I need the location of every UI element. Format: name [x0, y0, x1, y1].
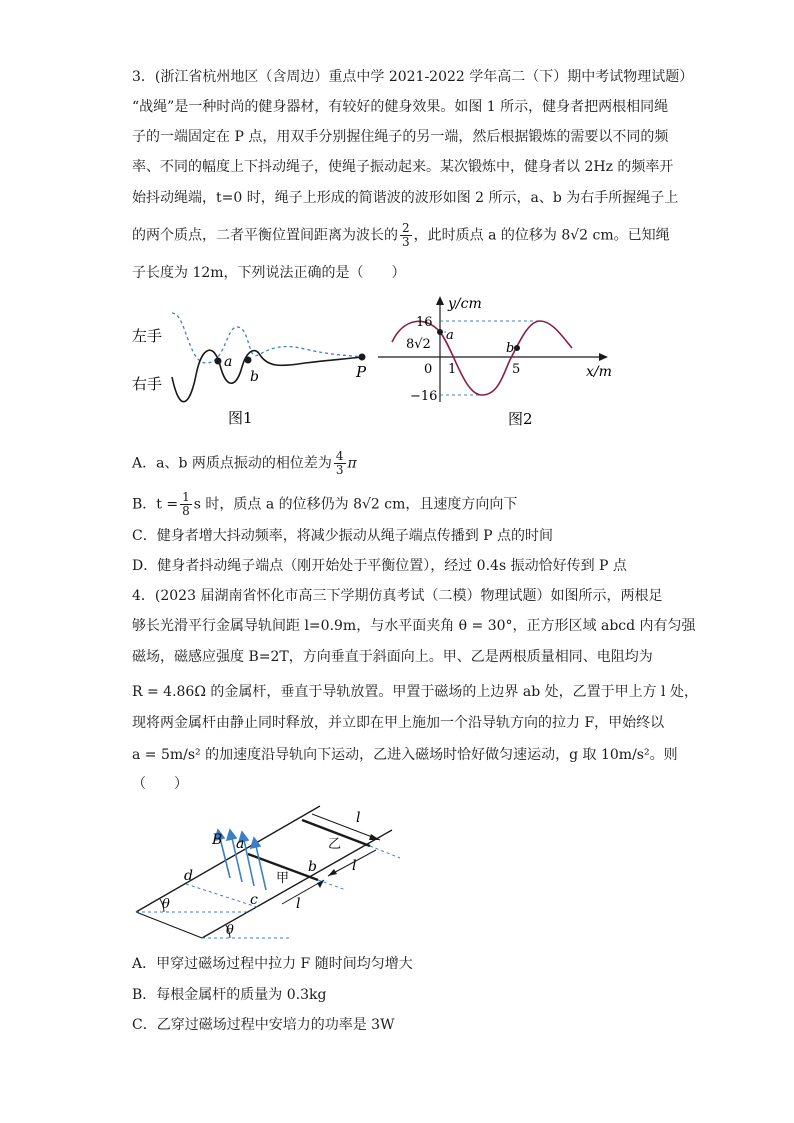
fig2-tick-16: 16 — [416, 315, 433, 330]
fig2-tick-0: 0 — [424, 362, 433, 377]
q4-text-5: 现将两金属杆由静止同时释放，并立即在甲上施加一个沿导轨方向的拉力 F，甲始终以 — [132, 715, 665, 731]
fig2-label-b: b — [506, 341, 515, 356]
label-l-top: l — [356, 810, 361, 826]
fig2-tick-1: 1 — [448, 362, 457, 377]
q3-text-5b: ，此时质点 a 的位移为 8√2 cm。已知绳 — [413, 227, 670, 244]
q4-text-3: 磁场，磁感应强度 B=2T，方向垂直于斜面向上。甲、乙是两根质量相同、电阻均为 — [132, 649, 653, 665]
q3-option-B-text-a: B．t = — [132, 496, 179, 513]
fig1-label-P: P — [356, 363, 367, 381]
field-edge-dc — [186, 884, 260, 908]
q3-option-A[interactable] — [132, 450, 357, 477]
label-d: d — [184, 868, 193, 884]
label-B: B — [212, 832, 223, 848]
q4-header: 4．(2023 届湖南省怀化市高三下学期仿真考试（二模）物理试题）如图所示，两根足 — [132, 588, 663, 604]
fig2-y-axis-arrow — [436, 296, 444, 305]
q3-option-D[interactable]: D．健身者抖动绳子端点（刚开始处于平衡位置），经过 0.4s 振动恰好传到 P 点 — [132, 558, 627, 574]
fig1-label-a: a — [224, 354, 233, 370]
q4-option-A[interactable]: A．甲穿过磁场过程中拉力 F 随时间均匀增大 — [132, 956, 413, 972]
label-yi: 乙 — [328, 837, 342, 852]
label-b: b — [308, 859, 317, 875]
label-a: a — [236, 836, 245, 852]
fig1-right-rope — [172, 350, 362, 401]
fig2-caption: 图2 — [508, 410, 533, 428]
q3-option-B[interactable] — [132, 491, 517, 518]
q4-figure-rails — [130, 800, 410, 945]
q3-text-5a: 的两个质点，二者平衡位置间距离为波长的 — [132, 227, 398, 244]
fig1-point-a — [215, 358, 222, 365]
q4-text-2: 够长光滑平行金属导轨间距 l=0.9m，与水平面夹角 θ = 30°，正方形区域 abcd 内有匀强 — [132, 618, 696, 634]
q4-text-6: a = 5m/s² 的加速度沿导轨向下运动，乙进入磁场时恰好做匀速运动，g 取 10m/s²。则 — [132, 747, 678, 763]
fig1-caption: 图1 — [228, 409, 253, 427]
fig2-point-a — [437, 329, 443, 335]
q3-header: 3．(浙江省杭州地区（含周边）重点中学 2021-2022 学年高二（下）期中考试物理试题） — [132, 69, 694, 85]
label-l-bottom: l — [296, 896, 301, 912]
fig1-left-hand-label: 左手 — [132, 327, 163, 345]
fig1-label-b: b — [250, 369, 259, 385]
q3-figure-2 — [372, 292, 622, 434]
fig1-point-P — [359, 354, 366, 361]
fig1-point-b — [245, 357, 252, 364]
fig2-point-b — [514, 345, 520, 351]
fig2-tick-5: 5 — [512, 362, 521, 377]
q4-option-B[interactable]: B．每根金属杆的质量为 0.3kg — [132, 987, 327, 1003]
label-theta-1: θ — [162, 897, 170, 912]
label-theta-2: θ — [226, 923, 234, 938]
fraction-four-thirds: $\frac{4}{3}$ — [335, 449, 344, 477]
fig2-x-axis-arrow — [599, 353, 608, 361]
fig2-xlabel: x/m — [586, 364, 612, 380]
q4-text-7: （ ） — [132, 776, 188, 792]
fraction-one-eighth: $\frac{1}{8}$ — [182, 490, 190, 518]
label-c: c — [250, 892, 258, 908]
fig2-label-a: a — [446, 328, 454, 343]
q3-text-5 — [132, 222, 670, 249]
q3-text-1: “战绳”是一种时尚的健身器材，有较好的健身效果。如图 1 所示，健身者把两根相同绳 — [132, 99, 669, 115]
q3-text-3: 率、不同的幅度上下抖动绳子，使绳子振动起来。某次锻炼中，健身者以 2Hz 的频率开 — [132, 159, 674, 175]
fig2-wave-curve — [392, 321, 572, 395]
rail-lower — [202, 830, 392, 938]
q4-text-4: R = 4.86Ω 的金属杆，垂直于导轨放置。甲置于磁场的上边界 ab 处，乙置于甲上方 l 处， — [132, 684, 698, 700]
fig1-right-hand-label: 右手 — [132, 375, 163, 393]
rail-bottom-edge — [136, 912, 202, 938]
q3-text-6: 子长度为 12m，下列说法正确的是（ ） — [132, 265, 406, 281]
fig2-tick-8root2: 8√2 — [406, 337, 431, 352]
q3-option-B-text-b: s 时，质点 a 的位移仍为 8√2 cm，且速度方向向下 — [193, 496, 518, 513]
label-l-right: l — [352, 858, 357, 874]
label-jia: 甲 — [276, 871, 290, 886]
q3-option-A-pi: π — [347, 455, 357, 472]
q3-text-4: 始抖动绳端，t=0 时，绳子上形成的简谐波的波形如图 2 所示，a、b 为右手所握绳子上 — [132, 190, 679, 206]
q4-option-C[interactable]: C．乙穿过磁场过程中安培力的功率是 3W — [132, 1017, 395, 1033]
fig2-tick-neg16: −16 — [410, 389, 438, 404]
q3-option-C[interactable]: C．健身者增大抖动频率，将减少振动从绳子端点传播到 P 点的时间 — [132, 528, 554, 544]
q3-figure-1 — [130, 305, 380, 430]
fig1-left-rope-dashed — [172, 313, 362, 363]
q3-text-2: 子的一端固定在 P 点，用双手分别握住绳子的另一端，然后根据锻炼的需要以不同的频 — [132, 129, 669, 145]
q3-option-A-text: A．a、b 两质点振动的相位差为 — [132, 455, 332, 472]
fig2-ylabel: y/cm — [448, 296, 482, 312]
fraction-two-thirds: $\frac{2}{3}$ — [402, 221, 410, 249]
